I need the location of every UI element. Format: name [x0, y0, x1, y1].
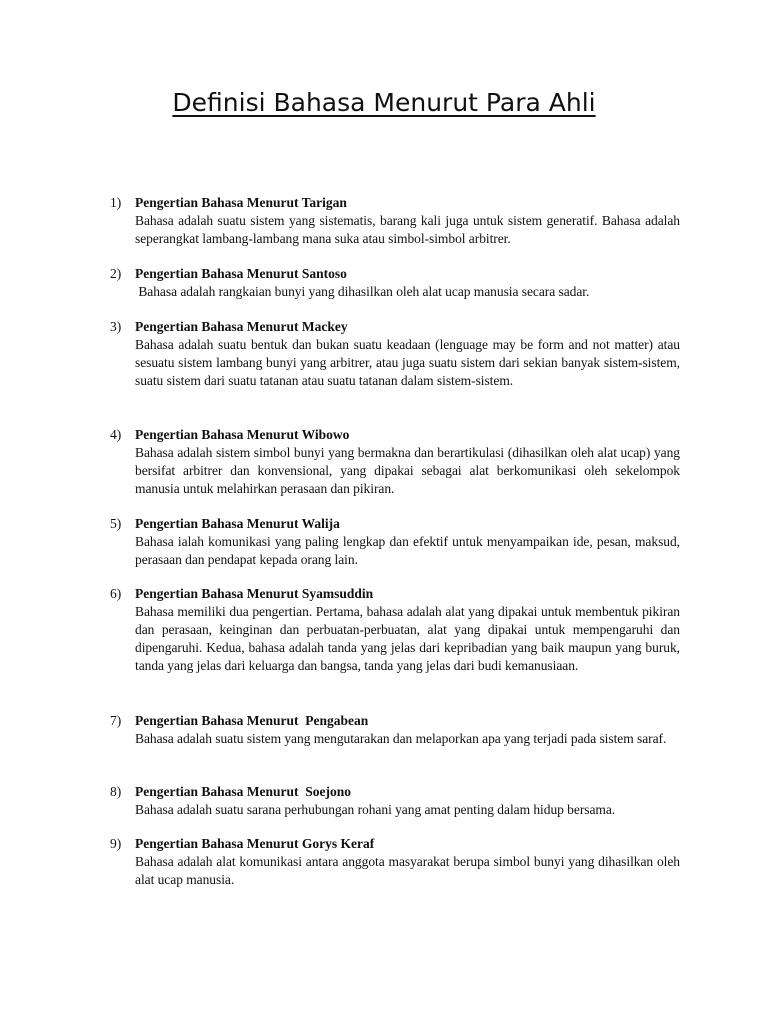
item-heading: Pengertian Bahasa Menurut Soejono	[135, 784, 351, 799]
item-number: 3)	[110, 319, 122, 334]
item-body: Bahasa adalah suatu sistem yang mengutarakan dan melaporkan apa yang terjadi pada sistem saraf.	[135, 731, 667, 746]
item-number: 8)	[110, 784, 122, 799]
definition-item-3	[110, 318, 680, 390]
item-body: Bahasa ialah komunikasi yang paling lengkap dan efektif untuk menyampaikan ide, pesan, maksud, perasaan dan pendapat kepada orang lain.	[135, 534, 680, 567]
definition-item-7	[110, 712, 680, 748]
item-number: 7)	[110, 713, 122, 728]
item-heading: Pengertian Bahasa Menurut Walija	[135, 516, 340, 531]
item-body: Bahasa adalah suatu bentuk dan bukan suatu keadaan (lenguage may be form and not matter) atau sesuatu sistem lambang bunyi yang arbitrer, atau juga suatu sistem dari sekian banyak sistem-sistem, suatu sistem dari suatu tatanan atau suatu tatanan dalam sistem-sistem.	[135, 337, 680, 388]
item-number: 1)	[110, 195, 122, 210]
definition-item-5	[110, 515, 680, 569]
document-title: Definisi Bahasa Menurut Para Ahli	[172, 88, 596, 117]
item-body: Bahasa adalah rangkaian bunyi yang dihasilkan oleh alat ucap manusia secara sadar.	[135, 284, 590, 299]
definition-item-1	[110, 194, 680, 248]
definition-item-6	[110, 585, 680, 675]
item-body: Bahasa adalah suatu sistem yang sistematis, barang kali juga untuk sistem generatif. Bahasa adalah seperangkat lambang-lambang mana suka atau simbol-simbol arbitrer.	[135, 213, 680, 246]
item-number: 9)	[110, 836, 122, 851]
definition-item-4	[110, 426, 680, 498]
item-heading: Pengertian Bahasa Menurut Syamsuddin	[135, 586, 374, 601]
definition-item-9	[110, 835, 680, 889]
definition-item-2	[110, 265, 680, 301]
item-heading: Pengertian Bahasa Menurut Mackey	[135, 319, 348, 334]
item-number: 4)	[110, 427, 122, 442]
item-body: Bahasa adalah suatu sarana perhubungan rohani yang amat penting dalam hidup bersama.	[135, 802, 616, 817]
item-number: 5)	[110, 516, 122, 531]
item-number: 2)	[110, 266, 122, 281]
item-body: Bahasa adalah alat komunikasi antara anggota masyarakat berupa simbol bunyi yang dihasilkan oleh alat ucap manusia.	[135, 854, 680, 887]
item-heading: Pengertian Bahasa Menurut Pengabean	[135, 713, 369, 728]
item-heading: Pengertian Bahasa Menurut Gorys Keraf	[135, 836, 375, 851]
item-heading: Pengertian Bahasa Menurut Wibowo	[135, 427, 350, 442]
item-heading: Pengertian Bahasa Menurut Tarigan	[135, 195, 347, 210]
item-number: 6)	[110, 586, 122, 601]
item-body: Bahasa memiliki dua pengertian. Pertama, bahasa adalah alat yang dipakai untuk membentuk pikiran dan perasaan, keinginan dan perbuatan-perbuatan, alat yang dipakai untuk mempengaruhi dan dipengaruhi. Kedua, bahasa adalah tanda yang jelas dari kepribadian yang baik maupun yang buruk, tanda yang jelas dari keluarga dan bangsa, tanda yang jelas dari budi kemanusiaan.	[135, 604, 680, 673]
item-heading: Pengertian Bahasa Menurut Santoso	[135, 266, 347, 281]
definition-item-8	[110, 783, 680, 819]
item-body: Bahasa adalah sistem simbol bunyi yang bermakna dan berartikulasi (dihasilkan oleh alat ucap) yang bersifat arbitrer dan konvensional, yang dipakai sebagai alat berkomunikasi oleh sekelompok manusia untuk melahirkan perasaan dan pikiran.	[135, 445, 680, 496]
